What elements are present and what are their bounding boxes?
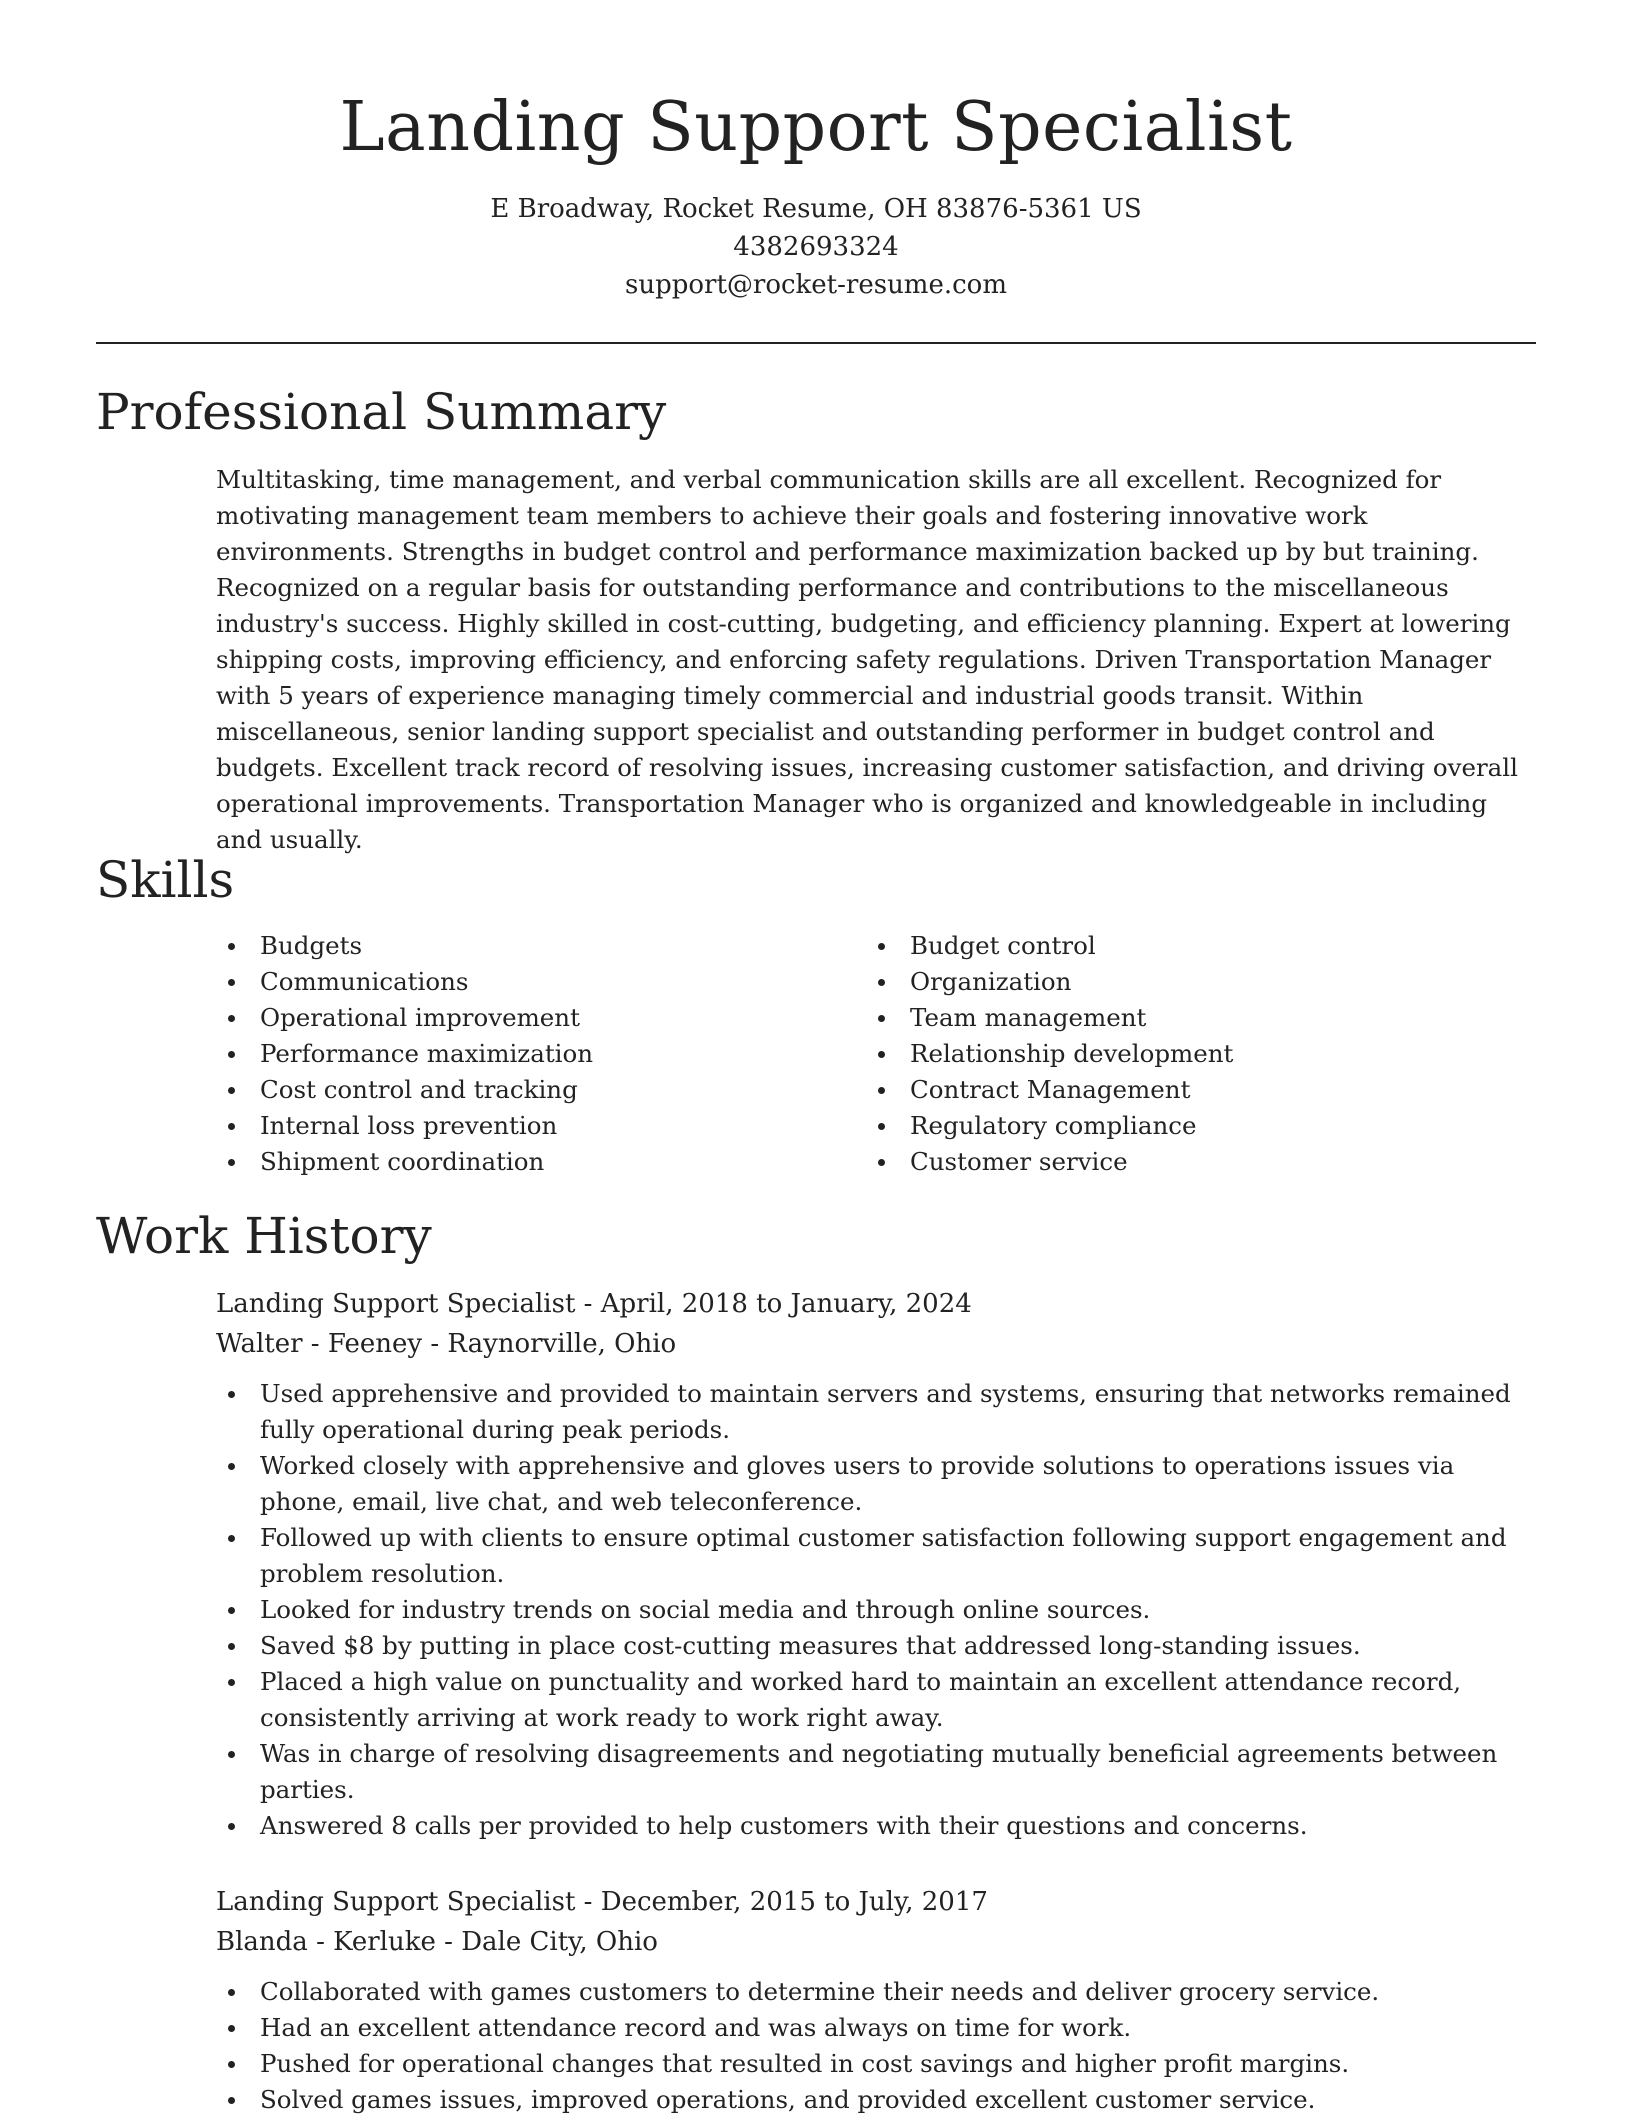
duty-item: Answered 8 calls per provided to help customers with their questions and concerns. xyxy=(216,1808,1536,1844)
summary-text: Multitasking, time management, and verbal communication skills are all excellent. Recognized for motivating management team members to achieve their goals and fostering innovative work environments. Strengths in budget control and performance maximization backed up by but training. Recognized on a regular basis for outstanding performance and contributions to the miscellaneous industry's success. Highly skilled in cost-cutting, budgeting, and efficiency planning. Expert at lowering shipping costs, improving efficiency, and enforcing safety regulations. Driven Transportation Manager with 5 years of experience managing timely commercial and industrial goods transit. Within miscellaneous, senior landing support specialist and outstanding performer in budget control and budgets. Excellent track record of resolving issues, increasing customer satisfaction, and driving overall operational improvements. Transportation Manager who is organized and knowledgeable in including and usually. xyxy=(216,465,1518,854)
job-employer: Blanda - Kerluke xyxy=(216,1927,436,1957)
work-history-heading: Work History xyxy=(96,1207,432,1265)
page-title: Landing Support Specialist xyxy=(339,88,1293,167)
job-title-line xyxy=(216,1882,1536,1922)
skill-item: Communications xyxy=(216,964,866,1000)
job-title-line xyxy=(216,1284,1536,1324)
skill-item: Shipment coordination xyxy=(216,1144,866,1180)
job-entry xyxy=(216,1882,1536,2118)
skill-item: Performance maximization xyxy=(216,1036,866,1072)
skills-list xyxy=(216,928,1536,1180)
skills-heading: Skills xyxy=(96,851,235,909)
job-employer-line xyxy=(216,1922,1536,1962)
duty-item: Saved $8 by putting in place cost-cutting measures that addressed long-standing issues. xyxy=(216,1628,1536,1664)
duty-item: Placed a high value on punctuality and worked hard to maintain an excellent attendance record, consistently arriving at work ready to work right away. xyxy=(216,1664,1536,1736)
skills-column-left xyxy=(216,928,866,1180)
email: support@rocket-resume.com xyxy=(624,270,1007,300)
job-title: Landing Support Specialist xyxy=(216,1289,576,1319)
address: E Broadway, Rocket Resume, OH 83876-5361 US xyxy=(490,194,1142,224)
header-divider xyxy=(96,342,1536,344)
duty-item: Looked for industry trends on social media and through online sources. xyxy=(216,1592,1536,1628)
summary-heading: Professional Summary xyxy=(96,383,667,441)
skills-column-right xyxy=(866,928,1516,1180)
contact-block xyxy=(96,190,1536,304)
job-dates: - April, 2018 to January, 2024 xyxy=(575,1289,972,1319)
skill-item: Contract Management xyxy=(866,1072,1516,1108)
duty-item: Solved games issues, improved operations, and provided excellent customer service. xyxy=(216,2082,1536,2118)
skill-item: Budgets xyxy=(216,928,866,964)
skill-item: Internal loss prevention xyxy=(216,1108,866,1144)
resume-header xyxy=(96,80,1536,304)
duty-item: Pushed for operational changes that resulted in cost savings and higher profit margins. xyxy=(216,2046,1536,2082)
job-location: - Dale City, Ohio xyxy=(435,1927,658,1957)
job-location: - Raynorville, Ohio xyxy=(422,1329,677,1359)
skill-item: Budget control xyxy=(866,928,1516,964)
skill-item: Customer service xyxy=(866,1144,1516,1180)
duty-item: Used apprehensive and provided to maintain servers and systems, ensuring that networks remained fully operational during peak periods. xyxy=(216,1376,1536,1448)
job-employer-line xyxy=(216,1324,1536,1364)
job-title: Landing Support Specialist xyxy=(216,1887,576,1917)
job-dates: - December, 2015 to July, 2017 xyxy=(575,1887,988,1917)
duties-list xyxy=(216,1974,1536,2118)
skill-item: Cost control and tracking xyxy=(216,1072,866,1108)
duty-item: Worked closely with apprehensive and gloves users to provide solutions to operations issues via phone, email, live chat, and web teleconference. xyxy=(216,1448,1536,1520)
duty-item: Was in charge of resolving disagreements and negotiating mutually beneficial agreements between parties. xyxy=(216,1736,1536,1808)
job-entry xyxy=(216,1284,1536,1844)
duty-item: Had an excellent attendance record and was always on time for work. xyxy=(216,2010,1536,2046)
duty-item: Followed up with clients to ensure optimal customer satisfaction following support engagement and problem resolution. xyxy=(216,1520,1536,1592)
skill-item: Relationship development xyxy=(866,1036,1516,1072)
skill-item: Operational improvement xyxy=(216,1000,866,1036)
phone: 4382693324 xyxy=(733,232,899,262)
skill-item: Regulatory compliance xyxy=(866,1108,1516,1144)
duty-item: Collaborated with games customers to determine their needs and deliver grocery service. xyxy=(216,1974,1536,2010)
skill-item: Team management xyxy=(866,1000,1516,1036)
duties-list xyxy=(216,1376,1536,1844)
skill-item: Organization xyxy=(866,964,1516,1000)
job-employer: Walter - Feeney xyxy=(216,1329,423,1359)
